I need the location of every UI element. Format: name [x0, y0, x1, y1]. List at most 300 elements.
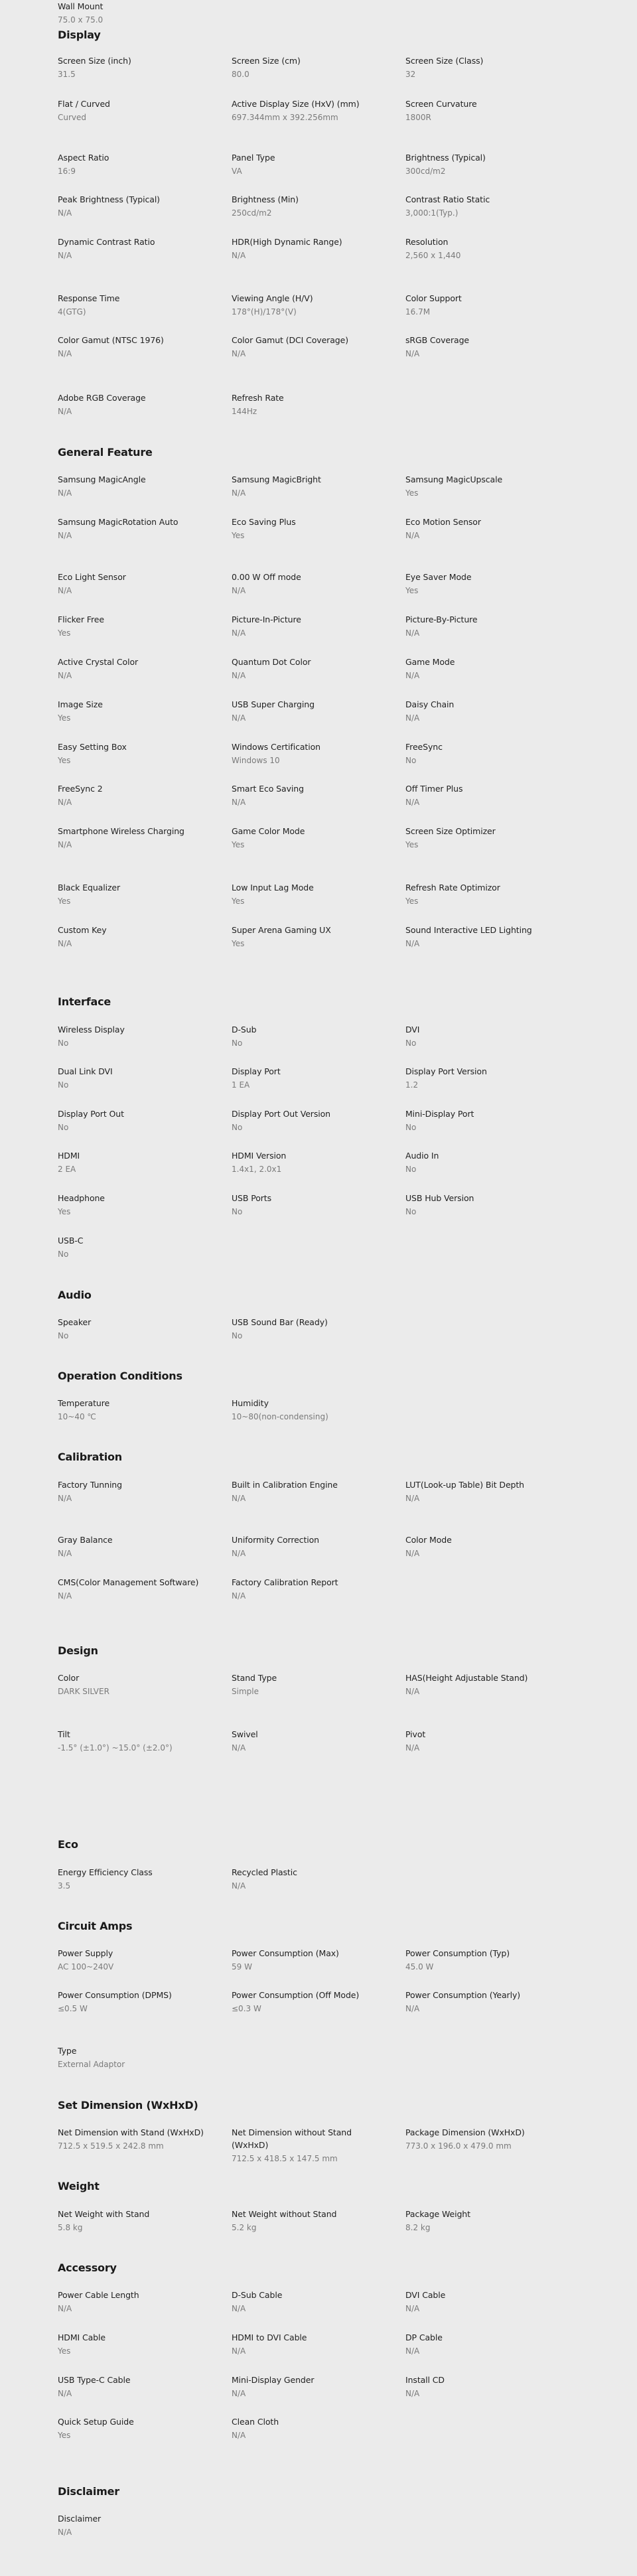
spec-item — [405, 782, 565, 809]
spec-label: Power Consumption (Max) — [232, 1948, 339, 1958]
spec-item — [232, 741, 391, 767]
spec-label: Picture-By-Picture — [405, 614, 478, 624]
spec-item — [232, 1989, 391, 2015]
spec-item — [405, 1989, 565, 2015]
spec-item — [58, 292, 217, 319]
spec-item — [405, 236, 565, 262]
spec-label: Power Cable Length — [58, 2290, 139, 2300]
spec-value: N/A — [405, 2389, 420, 2398]
spec-item — [232, 2208, 391, 2234]
spec-label: Active Crystal Color — [58, 657, 139, 667]
spec-value: 5.2 kg — [232, 2223, 257, 2232]
spec-value: No — [58, 1331, 69, 1340]
spec-item — [58, 151, 217, 178]
spec-item — [232, 1728, 391, 1754]
spec-label: Response Time — [58, 293, 120, 303]
spec-value: 10~80(non-condensing) — [232, 1412, 328, 1421]
spec-label: DP Cable — [405, 2332, 443, 2342]
spec-label: 0.00 W Off mode — [232, 572, 301, 582]
spec-label: Package Weight — [405, 2209, 470, 2219]
spec-item — [405, 571, 565, 597]
spec-item — [232, 2126, 391, 2165]
spec-label: Contrast Ratio Static — [405, 194, 490, 204]
spec-value: N/A — [405, 1494, 420, 1503]
spec-label: Smart Eco Saving — [232, 784, 304, 794]
spec-label: Brightness (Typical) — [405, 153, 486, 163]
spec-value: Simple — [232, 1687, 259, 1696]
spec-label: Viewing Angle (H/V) — [232, 293, 313, 303]
spec-item — [405, 334, 565, 360]
spec-value: 2 EA — [58, 1165, 76, 1174]
spec-label: USB Sound Bar (Ready) — [232, 1317, 328, 1327]
spec-item — [232, 1065, 391, 1092]
spec-value: N/A — [405, 1743, 420, 1753]
spec-label: Mini-Display Port — [405, 1109, 474, 1119]
spec-label: Eco Light Sensor — [58, 572, 126, 582]
spec-label: Display Port — [232, 1066, 281, 1076]
spec-value: N/A — [405, 2004, 420, 2013]
spec-item — [232, 1478, 391, 1505]
spec-item — [58, 193, 217, 220]
spec-value: 3.5 — [58, 1881, 71, 1891]
spec-label: USB-C — [58, 1236, 84, 1246]
spec-item — [232, 825, 391, 851]
spec-label: Sound Interactive LED Lighting — [405, 925, 532, 935]
spec-item — [58, 1316, 217, 1342]
spec-item — [58, 1534, 217, 1560]
spec-value: N/A — [58, 251, 72, 260]
spec-label: Samsung MagicRotation Auto — [58, 517, 178, 527]
spec-item — [58, 1023, 217, 1050]
spec-label: Brightness (Min) — [232, 194, 299, 204]
spec-label: Humidity — [232, 1398, 269, 1408]
spec-value: 712.5 x 418.5 x 147.5 mm — [232, 2154, 338, 2163]
calibration-section-title: Calibration — [58, 1451, 122, 1463]
spec-item — [58, 1234, 217, 1261]
spec-item — [232, 1316, 391, 1342]
spec-item — [58, 825, 217, 851]
spec-value: VA — [232, 167, 242, 176]
spec-item — [58, 2044, 217, 2071]
spec-item — [232, 924, 391, 950]
spec-value: N/A — [232, 1743, 246, 1753]
spec-value: N/A — [405, 2304, 420, 2313]
spec-label: Display Port Out — [58, 1109, 124, 1119]
spec-value: N/A — [232, 2346, 246, 2356]
spec-label: Net Weight without Stand — [232, 2209, 337, 2219]
spec-value: N/A — [232, 671, 246, 680]
spec-label: Quantum Dot Color — [232, 657, 311, 667]
spec-label: Wall Mount — [58, 1, 104, 11]
spec-value: Yes — [58, 713, 71, 723]
spec-label: Power Consumption (Off Mode) — [232, 1990, 360, 2000]
spec-label: Refresh Rate Optimizor — [405, 883, 500, 893]
spec-value: N/A — [58, 939, 72, 948]
spec-item — [405, 292, 565, 319]
eco-section-title: Eco — [58, 1838, 78, 1851]
spec-label: Disclaimer — [58, 2514, 102, 2524]
spec-value: N/A — [58, 798, 72, 807]
spec-label: DVI Cable — [405, 2290, 446, 2300]
spec-label: Windows Certification — [232, 742, 320, 752]
spec-value: 16:9 — [58, 167, 76, 176]
spec-value: No — [405, 1165, 417, 1174]
spec-item — [405, 924, 565, 950]
spec-label: Audio In — [405, 1151, 439, 1161]
spec-value: No — [58, 1080, 69, 1090]
spec-item — [232, 2331, 391, 2358]
spec-value: N/A — [232, 488, 246, 498]
spec-label: Eco Saving Plus — [232, 517, 296, 527]
spec-value: N/A — [232, 798, 246, 807]
spec-item — [405, 2374, 565, 2400]
spec-value: 1800R — [405, 113, 431, 122]
spec-value: Yes — [405, 488, 419, 498]
spec-label: Pivot — [405, 1729, 426, 1739]
spec-value: 178°(H)/178°(V) — [232, 307, 297, 317]
spec-item — [58, 782, 217, 809]
spec-label: D-Sub Cable — [232, 2290, 283, 2300]
spec-label: Samsung MagicUpscale — [405, 474, 503, 484]
spec-value: ≤0.5 W — [58, 2004, 88, 2013]
spec-label: Power Consumption (Typ) — [405, 1948, 510, 1958]
spec-item — [405, 1534, 565, 1560]
spec-label: HDMI Version — [232, 1151, 287, 1161]
spec-value: External Adaptor — [58, 2060, 125, 2069]
spec-item — [405, 698, 565, 725]
spec-item — [405, 473, 565, 500]
spec-label: Picture-In-Picture — [232, 614, 301, 624]
spec-value: N/A — [232, 628, 246, 638]
spec-item — [232, 881, 391, 908]
spec-label: Color Gamut (NTSC 1976) — [58, 335, 164, 345]
spec-label: HDR(High Dynamic Range) — [232, 237, 342, 247]
spec-item — [232, 473, 391, 500]
spec-value: N/A — [232, 2389, 246, 2398]
spec-item — [405, 1023, 565, 1050]
spec-item — [58, 613, 217, 640]
spec-item — [405, 1672, 565, 1698]
spec-label: Game Mode — [405, 657, 455, 667]
spec-value: Yes — [58, 2431, 71, 2440]
design-section-title: Design — [58, 1644, 98, 1657]
spec-value: Yes — [232, 896, 245, 906]
spec-label: sRGB Coverage — [405, 335, 470, 345]
interface-section-title: Interface — [58, 995, 111, 1008]
spec-item — [232, 1576, 391, 1603]
spec-item — [232, 1023, 391, 1050]
spec-item — [405, 1728, 565, 1754]
spec-label: HDMI Cable — [58, 2332, 106, 2342]
spec-label: Low Input Lag Mode — [232, 883, 314, 893]
spec-item — [232, 392, 391, 418]
spec-item — [405, 516, 565, 542]
spec-item — [405, 1192, 565, 1218]
spec-label: D-Sub — [232, 1025, 257, 1035]
spec-item — [58, 1728, 217, 1754]
spec-item — [58, 1192, 217, 1218]
spec-item — [58, 1672, 217, 1698]
display-section-title: Display — [58, 29, 101, 41]
spec-value: N/A — [232, 1881, 246, 1891]
spec-value: 59 W — [232, 1962, 252, 1971]
spec-value: ≤0.3 W — [232, 2004, 261, 2013]
spec-item — [232, 151, 391, 178]
spec-value: N/A — [58, 586, 72, 595]
general-feature-section-title: General Feature — [58, 446, 153, 459]
spec-label: Uniformity Correction — [232, 1535, 320, 1545]
spec-value: No — [405, 1207, 417, 1216]
spec-value: N/A — [58, 2528, 72, 2537]
spec-label: Panel Type — [232, 153, 275, 163]
spec-item — [405, 54, 565, 81]
spec-value: N/A — [405, 939, 420, 948]
spec-value: N/A — [232, 251, 246, 260]
spec-label: Power Consumption (DPMS) — [58, 1990, 172, 2000]
spec-label: USB Hub Version — [405, 1193, 474, 1203]
spec-label: Eco Motion Sensor — [405, 517, 481, 527]
spec-label: USB Ports — [232, 1193, 272, 1203]
set-dimension-section-title: Set Dimension (WxHxD) — [58, 2099, 198, 2111]
spec-item — [58, 98, 217, 124]
spec-value: Yes — [405, 896, 419, 906]
spec-value: AC 100~240V — [58, 1962, 114, 1971]
spec-value: DARK SILVER — [58, 1687, 109, 1696]
spec-value: 1.2 — [405, 1080, 419, 1090]
spec-label: Image Size — [58, 699, 103, 709]
spec-item — [232, 193, 391, 220]
spec-item — [58, 881, 217, 908]
spec-label: Install CD — [405, 2375, 445, 2385]
spec-value: 4(GTG) — [58, 307, 86, 317]
spec-item — [232, 1397, 391, 1423]
spec-value: 31.5 — [58, 70, 76, 79]
spec-value: No — [405, 756, 417, 765]
spec-item — [232, 2374, 391, 2400]
spec-value: N/A — [405, 1687, 420, 1696]
spec-value: N/A — [232, 2304, 246, 2313]
spec-label: Game Color Mode — [232, 826, 305, 836]
spec-item — [58, 924, 217, 950]
spec-value: N/A — [405, 349, 420, 358]
spec-item — [232, 2415, 391, 2442]
spec-item — [232, 1149, 391, 1176]
spec-value: No — [232, 1331, 243, 1340]
spec-label: Stand Type — [232, 1673, 277, 1683]
spec-label: Daisy Chain — [405, 699, 455, 709]
spec-value: N/A — [58, 1494, 72, 1503]
spec-item — [232, 54, 391, 81]
spec-label: Peak Brightness (Typical) — [58, 194, 160, 204]
spec-value: Curved — [58, 113, 87, 122]
spec-value: No — [405, 1123, 417, 1132]
spec-value: 712.5 x 519.5 x 242.8 mm — [58, 2141, 164, 2151]
spec-item — [58, 2331, 217, 2358]
spec-label: Net Dimension without Stand (WxHxD) — [232, 2127, 352, 2150]
spec-label: FreeSync — [405, 742, 443, 752]
spec-value: N/A — [58, 531, 72, 540]
spec-item — [58, 2512, 217, 2539]
spec-label: Easy Setting Box — [58, 742, 127, 752]
disclaimer-section-title: Disclaimer — [58, 2485, 119, 2498]
spec-label: Temperature — [58, 1398, 110, 1408]
spec-item — [405, 151, 565, 178]
spec-value: 1.4x1, 2.0x1 — [232, 1165, 282, 1174]
spec-item — [58, 1108, 217, 1134]
spec-label: Screen Size (Class) — [405, 56, 484, 66]
spec-value: 5.8 kg — [58, 2223, 83, 2232]
spec-value: N/A — [58, 1549, 72, 1558]
spec-item — [232, 571, 391, 597]
spec-item — [232, 98, 391, 124]
spec-label: Dynamic Contrast Ratio — [58, 237, 155, 247]
spec-item — [405, 2289, 565, 2315]
spec-label: USB Super Charging — [232, 699, 315, 709]
spec-label: Active Display Size (HxV) (mm) — [232, 99, 360, 109]
spec-item — [58, 1989, 217, 2015]
spec-value: N/A — [232, 1549, 246, 1558]
spec-item — [232, 698, 391, 725]
spec-value: No — [232, 1038, 243, 1048]
spec-item — [405, 741, 565, 767]
spec-value: Yes — [405, 586, 419, 595]
spec-value: N/A — [232, 713, 246, 723]
spec-item — [232, 2289, 391, 2315]
spec-label: Resolution — [405, 237, 449, 247]
spec-item — [405, 1065, 565, 1092]
spec-label: Off Timer Plus — [405, 784, 463, 794]
spec-value: N/A — [405, 671, 420, 680]
spec-value: N/A — [58, 840, 72, 849]
spec-value: N/A — [405, 2346, 420, 2356]
spec-label: Samsung MagicAngle — [58, 474, 146, 484]
spec-value: 45.0 W — [405, 1962, 434, 1971]
spec-item — [405, 656, 565, 682]
spec-value: Yes — [405, 840, 419, 849]
spec-value: 1 EA — [232, 1080, 250, 1090]
spec-value: N/A — [405, 798, 420, 807]
spec-value: 697.344mm x 392.256mm — [232, 113, 338, 122]
spec-item — [58, 2126, 217, 2153]
spec-label: Color — [58, 1673, 80, 1683]
spec-label: Adobe RGB Coverage — [58, 393, 146, 403]
spec-label: Speaker — [58, 1317, 92, 1327]
spec-label: Smartphone Wireless Charging — [58, 826, 184, 836]
spec-label: Quick Setup Guide — [58, 2417, 134, 2427]
spec-label: Screen Size Optimizer — [405, 826, 496, 836]
spec-value: Yes — [58, 1207, 71, 1216]
spec-label: Screen Curvature — [405, 99, 477, 109]
spec-label: LUT(Look-up Table) Bit Depth — [405, 1480, 524, 1490]
spec-value: N/A — [58, 208, 72, 218]
spec-value: 144Hz — [232, 407, 257, 416]
spec-label: Black Equalizer — [58, 883, 121, 893]
spec-label: Net Weight with Stand — [58, 2209, 150, 2219]
spec-item — [58, 2289, 217, 2315]
operation-conditions-section-title: Operation Conditions — [58, 1370, 182, 1382]
spec-item — [58, 473, 217, 500]
spec-label: Type — [58, 2046, 77, 2056]
spec-item — [405, 2208, 565, 2234]
spec-label: Refresh Rate — [232, 393, 284, 403]
spec-item — [58, 2415, 217, 2442]
spec-item — [58, 1065, 217, 1092]
spec-label: Factory Tunning — [58, 1480, 122, 1490]
spec-item — [405, 881, 565, 908]
spec-label: Screen Size (cm) — [232, 56, 301, 66]
spec-value: N/A — [58, 349, 72, 358]
spec-label: Energy Efficiency Class — [58, 1867, 153, 1877]
spec-value: 3,000:1(Typ.) — [405, 208, 459, 218]
spec-label: Recycled Plastic — [232, 1867, 297, 1877]
spec-item — [58, 2374, 217, 2400]
spec-label: Super Arena Gaming UX — [232, 925, 331, 935]
spec-label: Color Mode — [405, 1535, 452, 1545]
spec-value: 250cd/m2 — [232, 208, 272, 218]
spec-value: Yes — [58, 628, 71, 638]
spec-label: Color Support — [405, 293, 462, 303]
spec-label: Mini-Display Gender — [232, 2375, 315, 2385]
spec-label: Swivel — [232, 1729, 258, 1739]
spec-value: Yes — [232, 531, 245, 540]
spec-value: Yes — [58, 756, 71, 765]
spec-value: No — [58, 1038, 69, 1048]
spec-label: Headphone — [58, 1193, 105, 1203]
spec-value: 2,560 x 1,440 — [405, 251, 461, 260]
spec-value: 80.0 — [232, 70, 249, 79]
spec-value: N/A — [232, 1591, 246, 1601]
spec-value: -1.5° (±1.0°) ~15.0° (±2.0°) — [58, 1743, 173, 1753]
spec-value: 16.7M — [405, 307, 431, 317]
spec-value: N/A — [58, 671, 72, 680]
spec-value: 75.0 x 75.0 — [58, 15, 104, 25]
spec-label: Gray Balance — [58, 1535, 113, 1545]
spec-item — [58, 1576, 217, 1603]
spec-item — [405, 98, 565, 124]
spec-label: DVI — [405, 1025, 420, 1035]
audio-section-title: Audio — [58, 1289, 92, 1301]
spec-item — [232, 656, 391, 682]
spec-item — [58, 698, 217, 725]
spec-value: No — [232, 1123, 243, 1132]
weight-section-title: Weight — [58, 2180, 100, 2192]
spec-item — [58, 1947, 217, 1973]
spec-value: 300cd/m2 — [405, 167, 446, 176]
spec-item — [58, 54, 217, 81]
spec-item — [405, 613, 565, 640]
spec-item — [58, 236, 217, 262]
spec-value: N/A — [232, 349, 246, 358]
spec-label: CMS(Color Management Software) — [58, 1577, 199, 1587]
spec-item — [232, 292, 391, 319]
spec-label: HAS(Height Adjustable Stand) — [405, 1673, 528, 1683]
spec-value: N/A — [405, 1549, 420, 1558]
spec-label: Factory Calibration Report — [232, 1577, 338, 1587]
spec-value: No — [405, 1038, 417, 1048]
spec-value: N/A — [232, 2431, 246, 2440]
circuit-amps-section-title: Circuit Amps — [58, 1920, 133, 1932]
spec-value: No — [58, 1123, 69, 1132]
spec-label: Flat / Curved — [58, 99, 110, 109]
spec-value: N/A — [58, 2304, 72, 2313]
spec-value: 32 — [405, 70, 416, 79]
spec-label: Custom Key — [58, 925, 107, 935]
spec-value: No — [58, 1250, 69, 1259]
spec-label: Net Dimension with Stand (WxHxD) — [58, 2127, 204, 2137]
spec-label: Samsung MagicBright — [232, 474, 321, 484]
spec-item — [232, 516, 391, 542]
spec-item — [405, 1108, 565, 1134]
